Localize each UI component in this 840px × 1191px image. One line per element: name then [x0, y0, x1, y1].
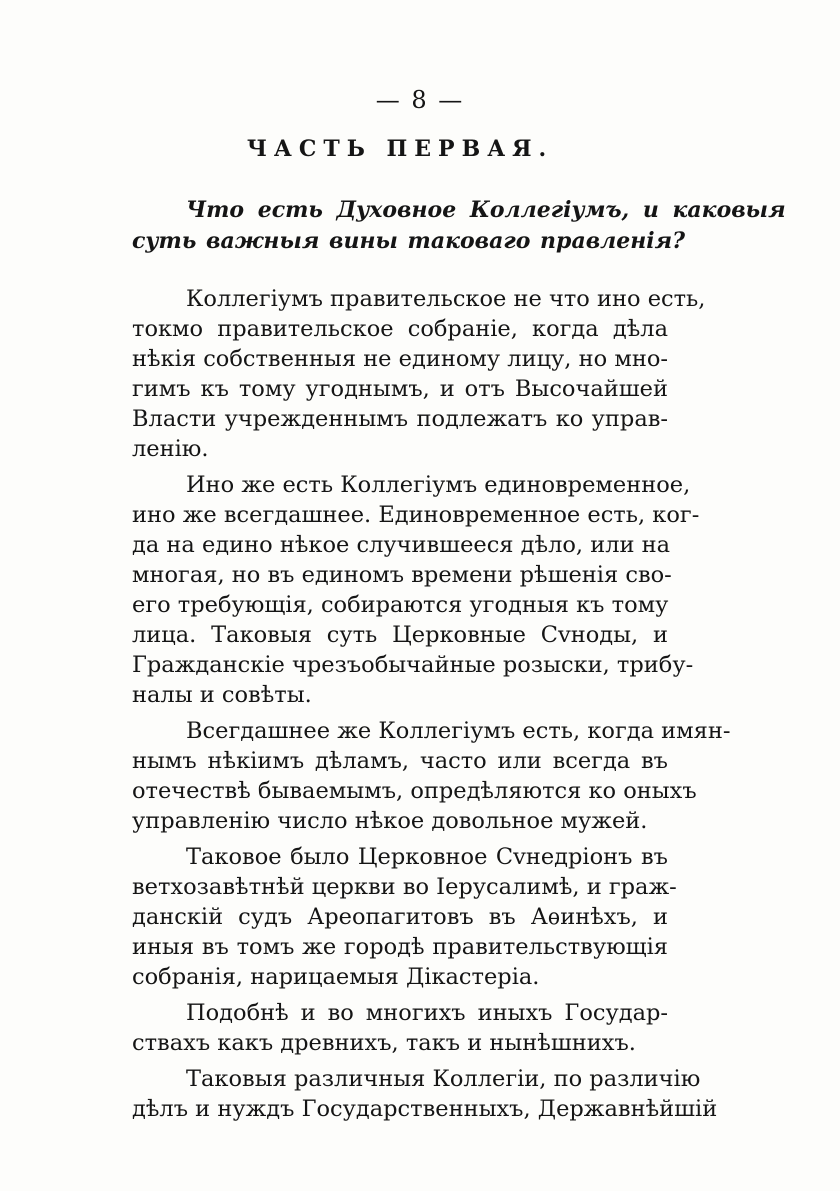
subtitle-line: Что есть Духовное Коллегіумъ, и каковыя — [186, 197, 786, 223]
text-line: управленію число нѣкое довольное мужей. — [132, 808, 648, 834]
text-line: дѣлъ и нуждъ Государственныхъ, Державнѣйшій — [132, 1096, 718, 1122]
text-line: Гражданскіе чрезъобычайные розыски, трибу- — [132, 652, 694, 678]
text-line: да на едино нѣкое случившееся дѣло, или на — [132, 532, 671, 558]
page-number: — 8 — — [375, 86, 465, 114]
text-line: лица. Таковыя суть Церковные Сvноды, и — [132, 622, 668, 648]
text-line: токмо правительское собраніе, когда дѣла — [132, 316, 668, 342]
text-line: гимъ къ тому угоднымъ, и отъ Высочайшей — [132, 376, 668, 402]
text-line: Таковое было Церковное Сvнедріонъ въ — [186, 844, 668, 870]
subtitle-line: суть важныя вины таковаго правленія? — [132, 228, 686, 254]
text-line: Таковыя различныя Коллегіи, по различію — [186, 1066, 701, 1092]
text-line: Всегдашнее же Коллегіумъ есть, когда имян- — [186, 718, 731, 744]
text-line: многая, но въ единомъ времени рѣшенія сво- — [132, 562, 672, 588]
text-line: его требующія, собираются угодныя къ тому — [132, 592, 669, 618]
text-line: ствахъ какъ древнихъ, такъ и нынѣшнихъ. — [132, 1030, 636, 1056]
text-line: нымъ нѣкіимъ дѣламъ, часто или всегда въ — [132, 748, 668, 774]
text-line: Власти учрежденнымъ подлежатъ ко управ- — [132, 406, 668, 432]
text-line: налы и совѣты. — [132, 682, 312, 708]
text-line: данскій судъ Ареопагитовъ въ Аѳинѣхъ, и — [132, 904, 668, 930]
text-line: Коллегіумъ правительское не что ино есть, — [186, 286, 706, 312]
text-line: иныя въ томъ же городѣ правительствующія — [132, 934, 668, 960]
text-line: Подобнѣ и во многихъ иныхъ Государ- — [186, 1000, 668, 1026]
text-line: ино же всегдашнее. Единовременное есть, ког- — [132, 502, 700, 528]
text-line: собранія, нарицаемыя Дікастеріа. — [132, 964, 540, 990]
text-line: Ино же есть Коллегіумъ единовременное, — [186, 472, 691, 498]
text-line: ленію. — [132, 436, 209, 462]
text-line: отечествѣ бываемымъ, опредѣляются ко оныхъ — [132, 778, 697, 804]
part-title: ЧАСТЬ ПЕРВАЯ. — [246, 136, 554, 162]
text-line: ветхозавѣтнѣй церкви во Іерусалимѣ, и граж- — [132, 874, 677, 900]
text-line: нѣкія собственныя не единому лицу, но мно- — [132, 346, 668, 372]
